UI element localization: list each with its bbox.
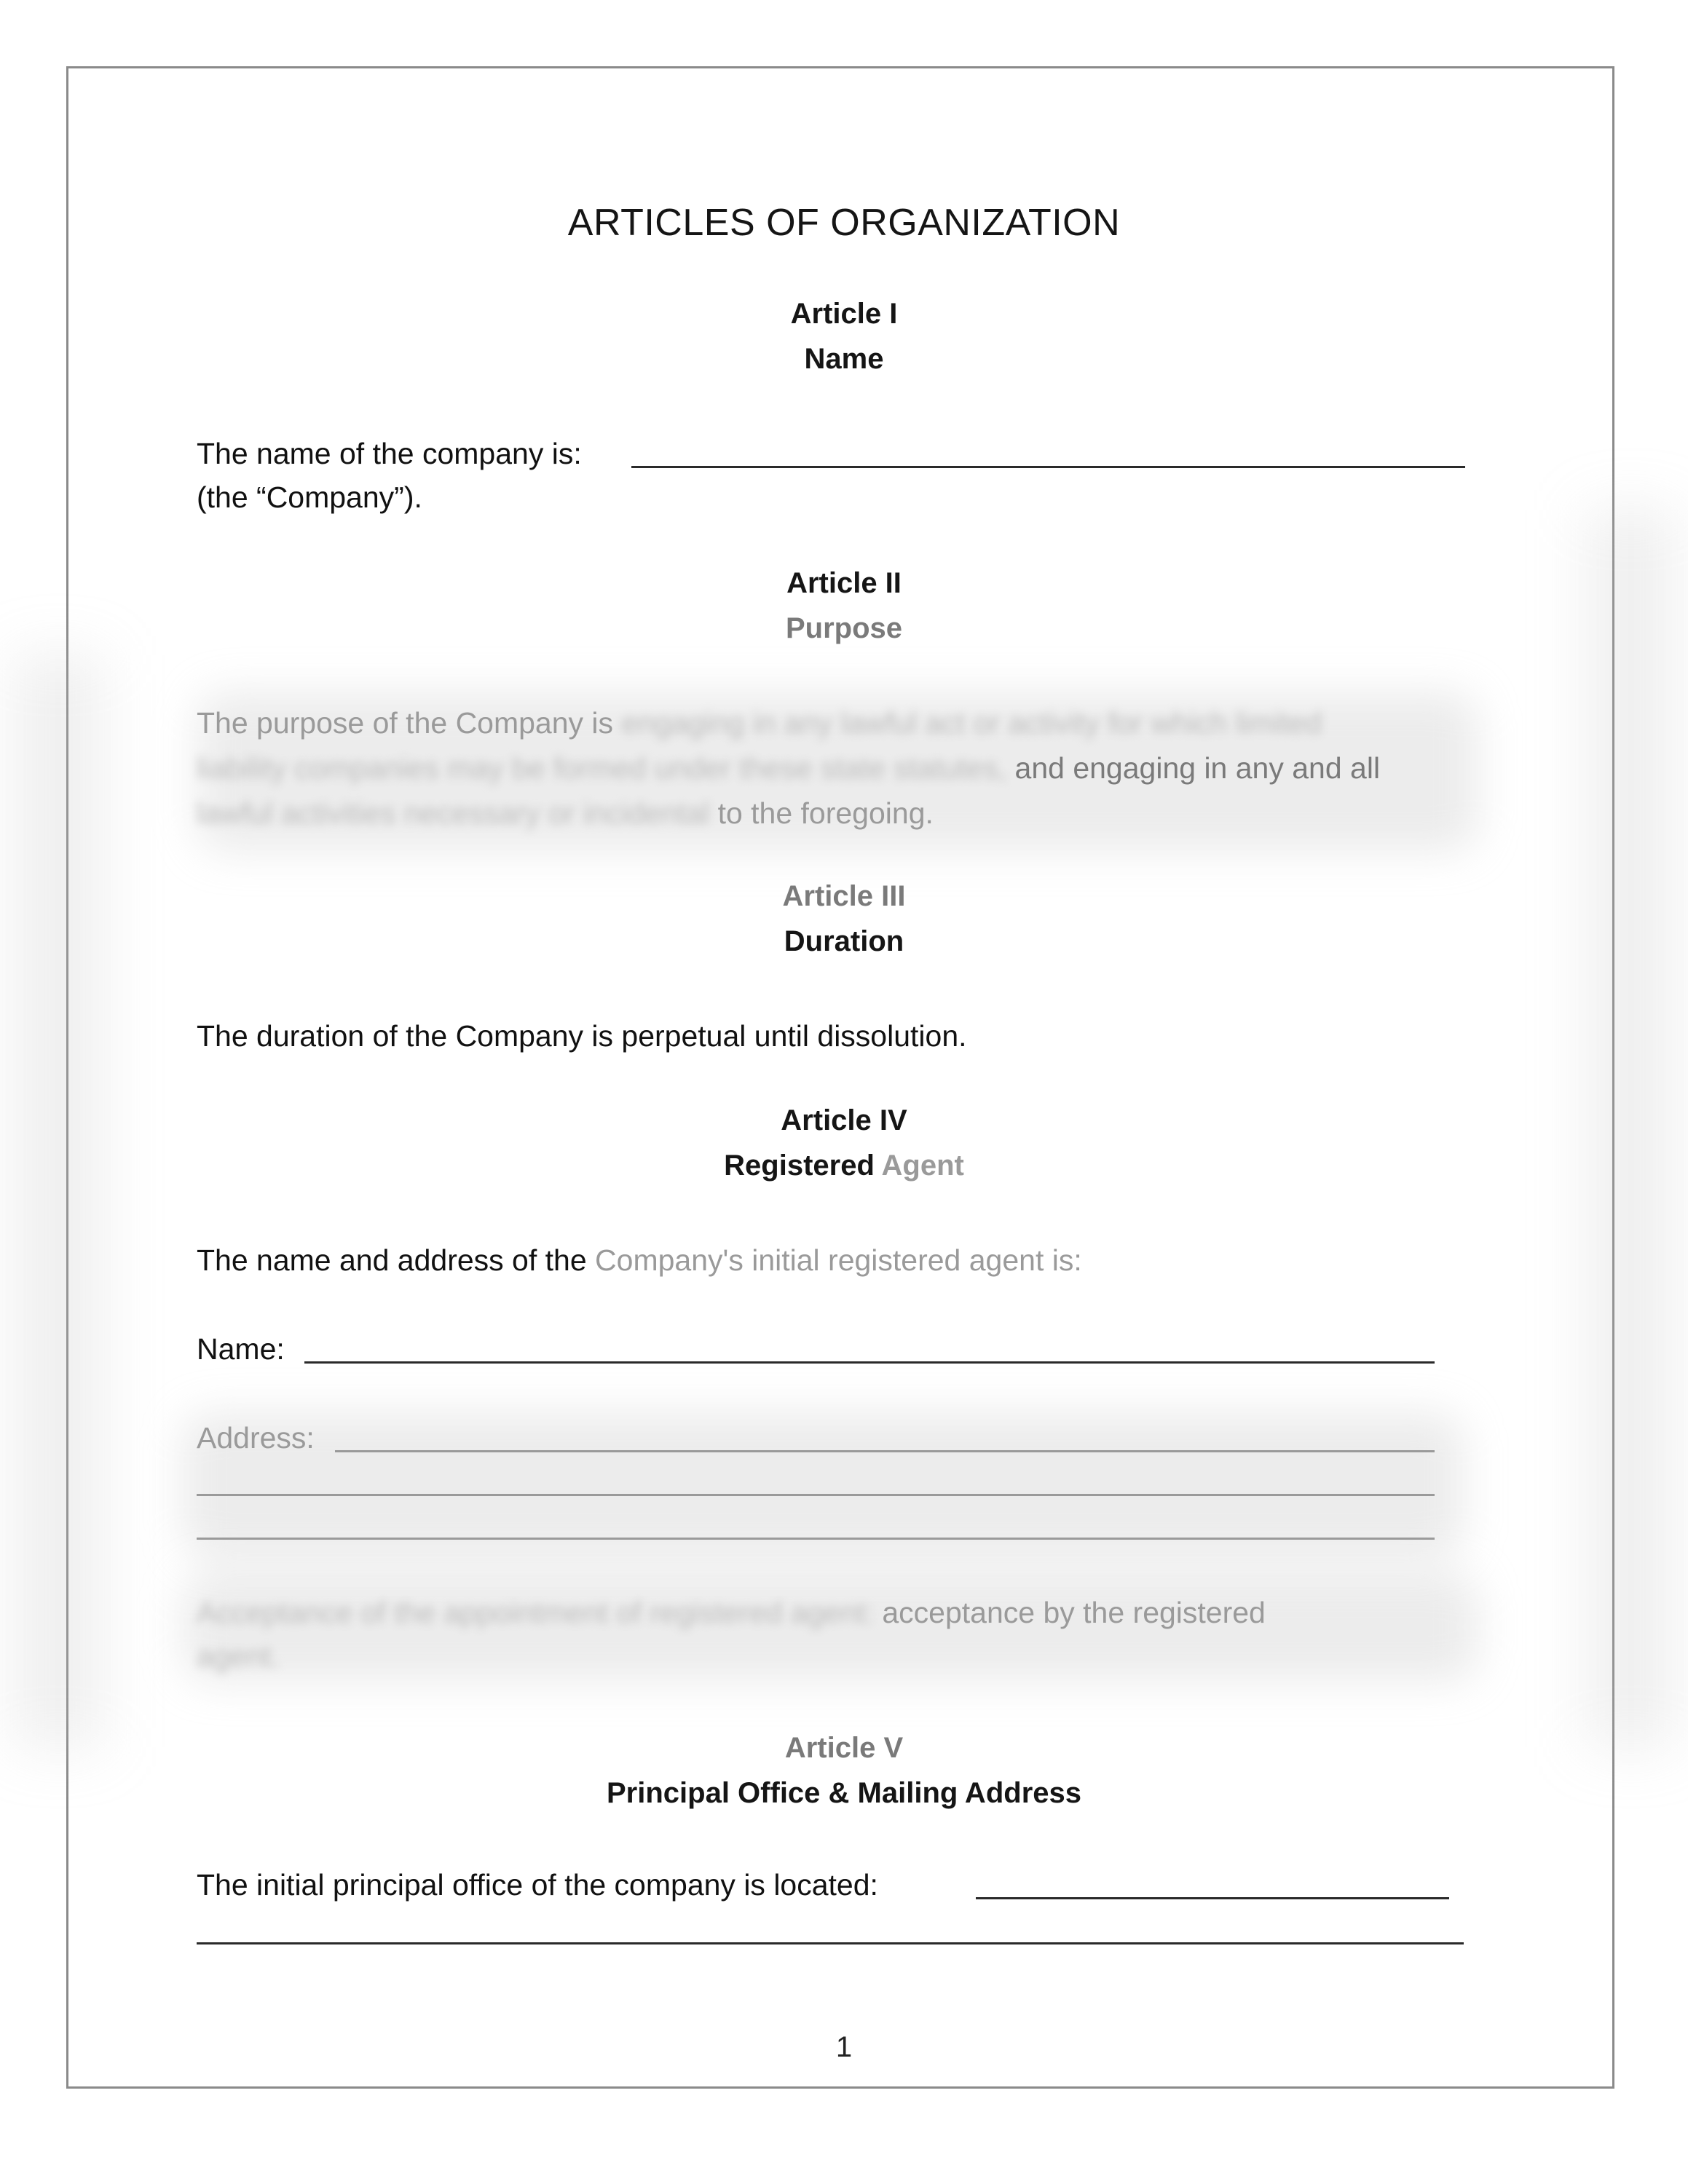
article-2-line-3-faded: lawful activities necessary or incidental [197, 796, 710, 830]
article-5-number: Article V [784, 1732, 904, 1764]
company-name-field[interactable] [631, 466, 1465, 468]
article-2-title: Purpose [785, 612, 903, 644]
article-5-heading [0, 1725, 1688, 1816]
article-2-line-2 [197, 745, 1380, 791]
agent-address-field-2[interactable] [197, 1494, 1435, 1496]
article-3-text: The duration of the Company is perpetual until dissolution. [197, 1019, 967, 1053]
article-4-note-line-2: agent. [197, 1639, 280, 1673]
article-4-note [197, 1590, 1266, 1635]
article-2-heading [0, 561, 1688, 651]
agent-name-field[interactable] [304, 1361, 1435, 1364]
article-1-text: The name of the company is: [197, 437, 582, 470]
article-2-line-3-visible: to the foregoing. [717, 796, 934, 830]
article-2-line-3 [197, 791, 934, 836]
principal-office-field-2[interactable] [197, 1942, 1464, 1944]
article-5-title: Principal Office & Mailing Address [607, 1777, 1081, 1809]
article-4-note-visible: acceptance by the registered [882, 1596, 1266, 1629]
article-4-title [0, 1143, 1688, 1188]
article-2-number: Article II [786, 567, 902, 599]
article-4-note-faded: Acceptance of the appointment of registered agent: [197, 1596, 874, 1629]
article-3-heading [0, 874, 1688, 964]
agent-address-field-3[interactable] [197, 1538, 1435, 1540]
document-title: ARTICLES OF ORGANIZATION [567, 202, 1121, 244]
article-4-text [197, 1238, 1082, 1283]
article-4-text-visible: The name and address of the [197, 1243, 587, 1277]
article-4-text-faded: Company's initial registered agent is: [595, 1243, 1082, 1277]
article-3-number: Article III [782, 880, 906, 912]
agent-name-label: Name: [197, 1332, 285, 1366]
article-2-line-2-visible: and engaging in any and all [1014, 751, 1381, 785]
article-2-line-1 [197, 700, 1322, 745]
article-3-title: Duration [784, 925, 904, 957]
article-1-title: Name [804, 343, 884, 375]
article-4-title-faded: Agent [881, 1150, 964, 1182]
article-1-continuation: (the “Company”). [197, 480, 422, 514]
address-blur-area [182, 1412, 1464, 1558]
page-number: 1 [835, 2031, 853, 2063]
agent-address-label: Address: [197, 1421, 315, 1455]
agent-address-field-1[interactable] [335, 1450, 1435, 1452]
principal-office-field-1[interactable] [976, 1897, 1449, 1899]
article-2-line-2-faded: liability companies may be formed under these state statutes, [197, 751, 1007, 785]
article-1-number: Article I [790, 298, 898, 330]
article-5-text: The initial principal office of the company is located: [197, 1868, 878, 1902]
article-2-line-1-faded: engaging in any lawful act or activity for which limited [621, 706, 1322, 740]
article-4-number: Article IV [781, 1104, 907, 1136]
side-blur-left [15, 655, 102, 1747]
article-4-heading [0, 1098, 1688, 1188]
article-2-line-1-visible: The purpose of the Company is [197, 706, 614, 740]
article-1-heading [0, 291, 1688, 381]
article-4-title-visible: Registered [724, 1150, 875, 1182]
